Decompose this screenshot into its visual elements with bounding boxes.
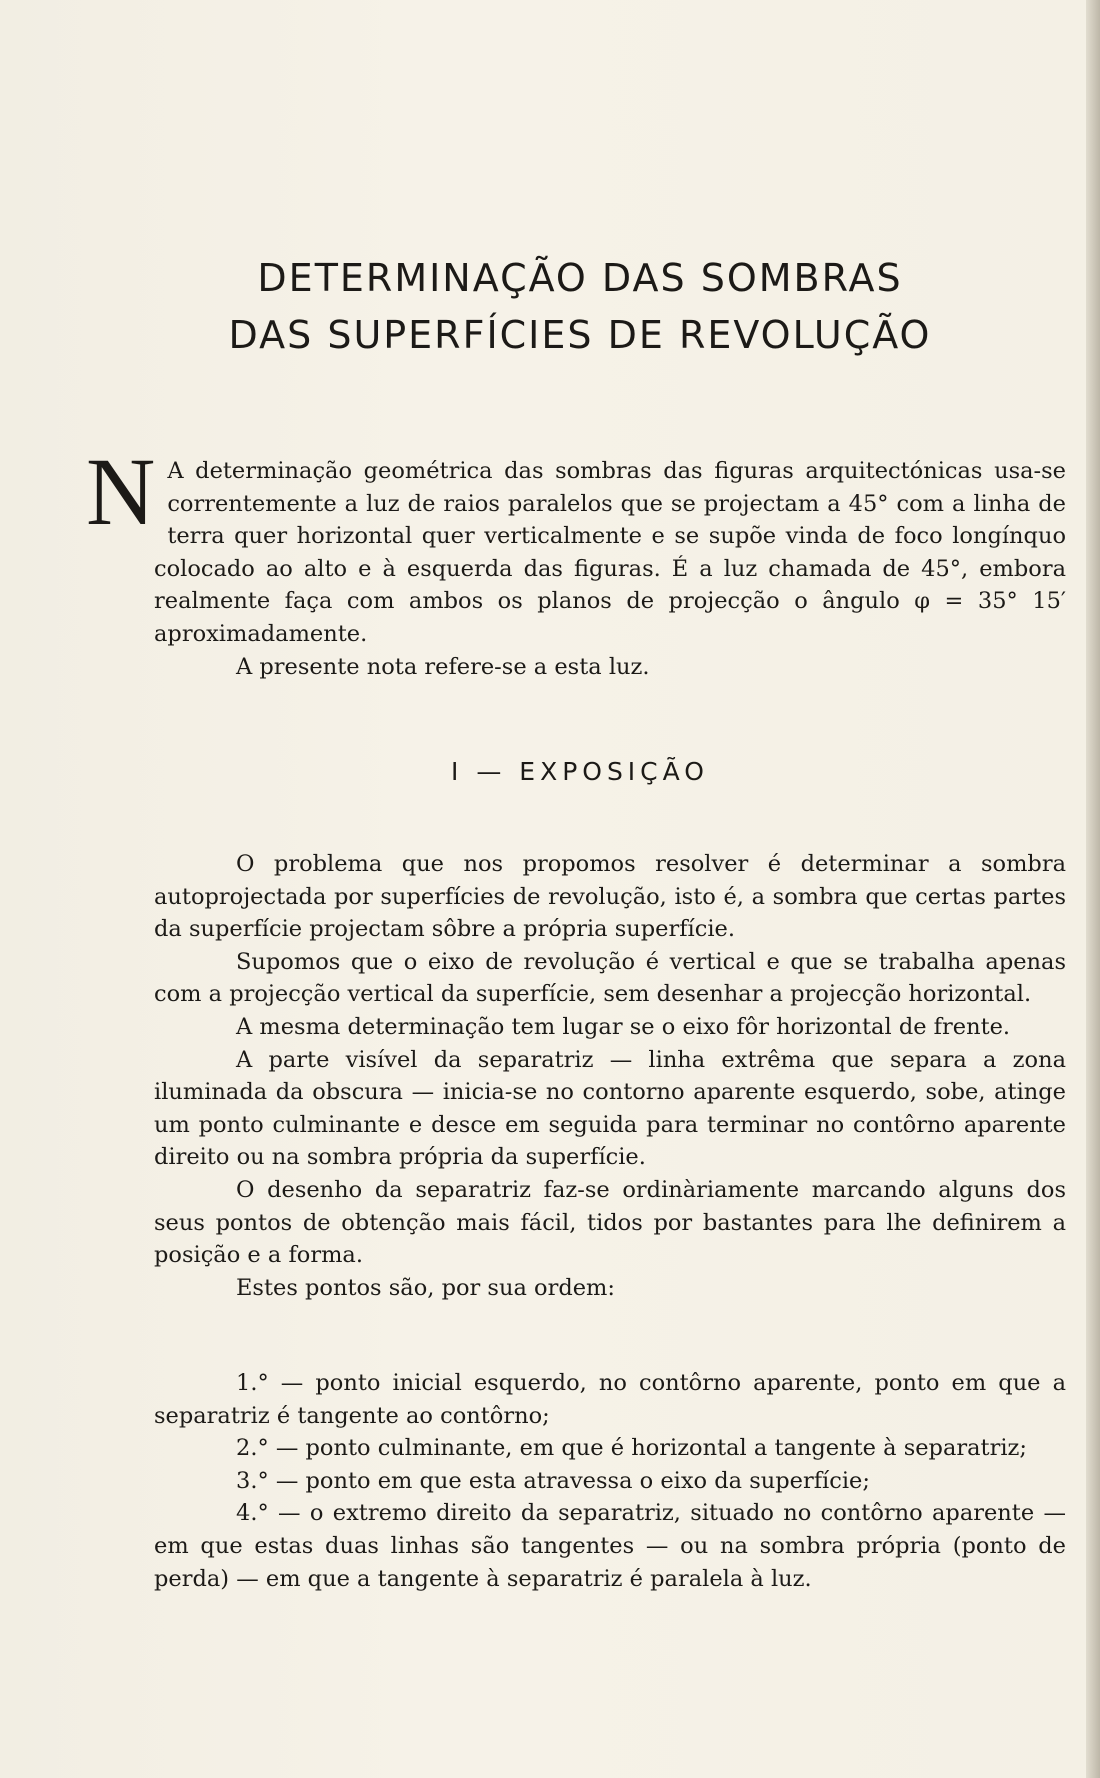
intro-paragraph-2: A presente nota refere-se a esta luz.: [236, 653, 650, 680]
section-1-body: [154, 848, 1066, 1304]
section-heading: I — EXPOSIÇÃO: [451, 757, 709, 786]
section-paragraph-4: A parte visível da separatriz — linha extrêma que separa a zona iluminada da obscura — inicia-se no contorno aparente esquerdo, sobe, atinge um ponto culminante e desce em seguida para terminar no contôrno aparente direito ou na sombra própria da superfície.: [154, 1046, 1066, 1171]
intro-paragraph-1-text: A determinação geométrica das sombras das figuras arquitectónicas usa-se correntemente a luz de raios paralelos que se projectam a 45° com a linha de terra quer horizontal quer verticalmente e se supõe vinda de foco longínquo colocado ao alto e à esquerda das figuras. É a luz chamada de 45°, embora realmente faça com ambos os planos de projecção o ângulo φ = 35° 15′ aproximadamente.: [154, 458, 1066, 647]
title-line-1: DETERMINAÇÃO DAS SOMBRAS: [257, 256, 903, 300]
section-paragraph-5: O desenho da separatriz faz-se ordinàriamente marcando alguns dos seus pontos de obtenção mais fácil, tidos por bastantes para lhe definirem a posição e a forma.: [154, 1176, 1066, 1269]
title-line-2: DAS SUPERFÍCIES DE REVOLUÇÃO: [228, 313, 932, 357]
list-item: 1.° — ponto inicial esquerdo, no contôrno aparente, ponto em que a separatriz é tangente ao contôrno;: [154, 1370, 1066, 1429]
list-item: 3.° — ponto em que esta atravessa o eixo da superfície;: [236, 1467, 870, 1494]
intro-paragraph-1: [86, 438, 1066, 651]
page-edge-shadow: [1086, 0, 1100, 1778]
list-item: 2.° — ponto culminante, em que é horizontal a tangente à separatriz;: [236, 1435, 1027, 1462]
points-list: [154, 1367, 1066, 1595]
section-paragraph-2: Supomos que o eixo de revolução é vertical e que se trabalha apenas com a projecção vertical da superfície, sem desenhar a projecção horizontal.: [154, 948, 1066, 1008]
section-paragraph-3: A mesma determinação tem lugar se o eixo fôr horizontal de frente.: [236, 1013, 1011, 1040]
intro-section: [86, 438, 1066, 683]
section-paragraph-1: O problema que nos propomos resolver é determinar a sombra autoprojectada por superfícies de revolução, isto é, a sombra que certas partes da superfície projectam sôbre a própria superfície.: [154, 851, 1066, 943]
list-item: 4.° — o extremo direito da separatriz, situado no contôrno aparente — em que estas duas linhas são tangentes — ou na sombra própria (ponto de perda) — em que a tangente à separatriz é paralela à luz.: [154, 1500, 1066, 1592]
page-title: [150, 250, 1010, 364]
section-paragraph-6: Estes pontos são, por sua ordem:: [236, 1274, 615, 1301]
drop-cap: N: [86, 438, 156, 545]
